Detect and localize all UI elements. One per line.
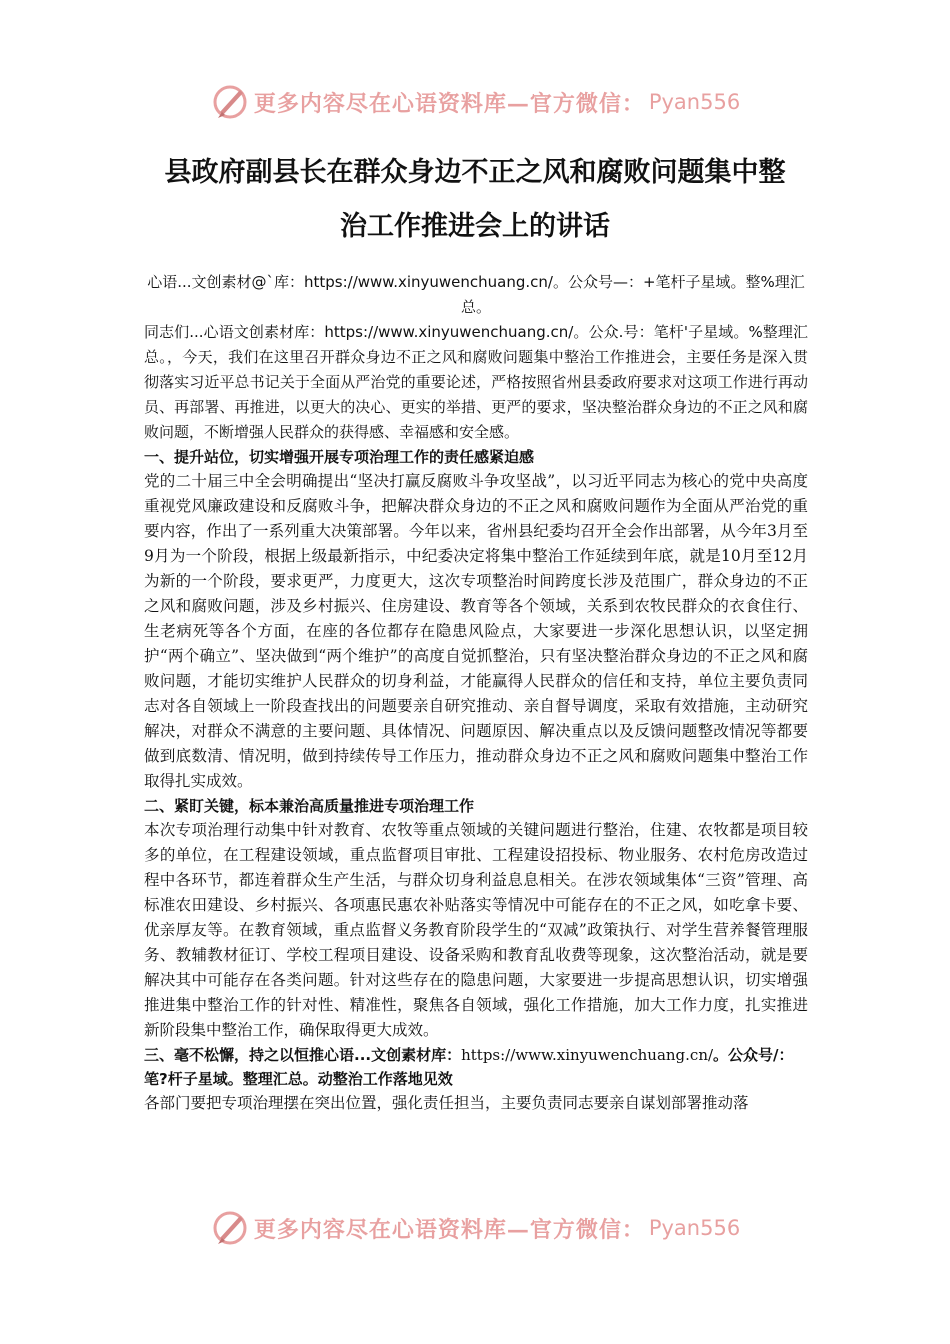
library-logo-icon [210, 82, 250, 122]
section-3-heading-part-a: 三、毫不松懈，持之以恒推心语...文创素材库： [144, 1046, 462, 1064]
banner-text: 更多内容尽在心语资料库—官方微信： [253, 90, 645, 117]
document-body [144, 270, 808, 1116]
section-3-heading-part-b: 。公众号/：笔?杆子星域。整理汇总。动整治工作落地见效 [144, 1046, 794, 1088]
library-logo-icon [210, 1208, 250, 1248]
section-3-heading-url: https://www.xinyuwenchuang.cn/ [461, 1046, 714, 1064]
title-line-2: 治工作推进会上的讲话 [340, 211, 610, 242]
document-title [130, 146, 820, 254]
section-3-heading [144, 1043, 808, 1091]
section-2-body: 本次专项治理行动集中针对教育、农牧等重点领域的关键问题进行整治，住建、农牧都是项目较多的单位，在工程建设领域，重点监督项目审批、工程建设招投标、物业服务、农村危房改造过程中各环节，都连着群众生产生活，与群众切身利益息息相关。在涉农领域集体“三资”管理、高标准农田建设、乡村振兴、各项惠民惠农补贴落实等情况中可能存在的不正之风，如吃拿卡要、优亲厚友等。在教育领域，重点监督义务教育阶段学生的“双减”政策执行、对学生营养餐管理服务、教辅教材征订、学校工程项目建设、设备采购和教育乱收费等现象，这次整治活动，就是要解决其中可能存在各类问题。针对这些存在的隐患问题，大家要进一步提高思想认识，切实增强推进集中整治工作的针对性、精准性，聚焦各自领域，强化工作措施，加大工作力度，扎实推进新阶段集中整治工作，确保取得更大成效。 [144, 821, 808, 1039]
title-line-1: 县政府副县长在群众身边不正之风和腐败问题集中整 [164, 157, 786, 188]
watermark-line: 心语...文创素材@`库：https://www.xinyuwenchuang.cn/。公众号—：+笔杆子星域。整%理汇总。 [147, 273, 805, 316]
footer-banner-text: 更多内容尽在心语资料库—官方微信： [253, 1216, 645, 1243]
section-2-heading: 二、紧盯关键，标本兼治高质量推进专项治理工作 [144, 797, 475, 815]
footer-banner-handle: Pyan556 [648, 1216, 741, 1240]
section-1-heading: 一、提升站位，切实增强开展专项治理工作的责任感紧迫感 [144, 448, 535, 466]
header-banner [0, 80, 950, 124]
section-3-body: 各部门要把专项治理摆在突出位置，强化责任担当，主要负责同志要亲自谋划部署推动落 [144, 1094, 749, 1112]
intro-paragraph: 同志们...心语文创素材库：https://www.xinyuwenchuang.cn/。公众.号：笔杆'子星域。%整理汇总。，今天，我们在这里召开群众身边不正之风和腐败问题集中整治工作推进会，主要任务是深入贯彻落实习近平总书记关于全面从严治党的重要论述，严格按照省州县委政府要求对这项工作进行再动员、再部署、再推进，以更大的决心、更实的举措、更严的要求，坚决整治群众身边的不正之风和腐败问题，不断增强人民群众的获得感、幸福感和安全感。 [144, 323, 808, 441]
banner-handle: Pyan556 [648, 90, 741, 114]
section-1-body: 党的二十届三中全会明确提出“坚决打赢反腐败斗争攻坚战”，以习近平同志为核心的党中央高度重视党风廉政建设和反腐败斗争，把解决群众身边的不正之风和腐败问题作为全面从严治党的重要内容，作出了一系列重大决策部署。今年以来，省州县纪委均召开全会作出部署，从今年3月至9月为一个阶段，根据上级最新指示，中纪委决定将集中整治工作延续到年底，就是10月至12月为新的一个阶段，要求更严，力度更大，这次专项整治时间跨度长涉及范围广，群众身边的不正之风和腐败问题，涉及乡村振兴、住房建设、教育等各个领域，关系到农牧民群众的衣食住行、生老病死等各个方面，在座的各位都存在隐患风险点，大家要进一步深化思想认识，以坚定拥护“两个确立”、坚决做到“两个维护”的高度自觉抓整治，只有坚决整治群众身边的不正之风和腐败问题，才能切实维护人民群众的切身利益，才能赢得人民群众的信任和支持，单位主要负责同志对各自领域上一阶段查找出的问题要亲自研究推动、亲自督导调度，采取有效措施，主动研究解决，对群众不满意的主要问题、具体情况、问题原因、解决重点以及反馈问题整改情况等都要做到底数清、情况明，做到持续传导工作压力，推动群众身边不正之风和腐败问题集中整治工作取得扎实成效。 [144, 472, 808, 790]
footer-banner [0, 1206, 950, 1250]
